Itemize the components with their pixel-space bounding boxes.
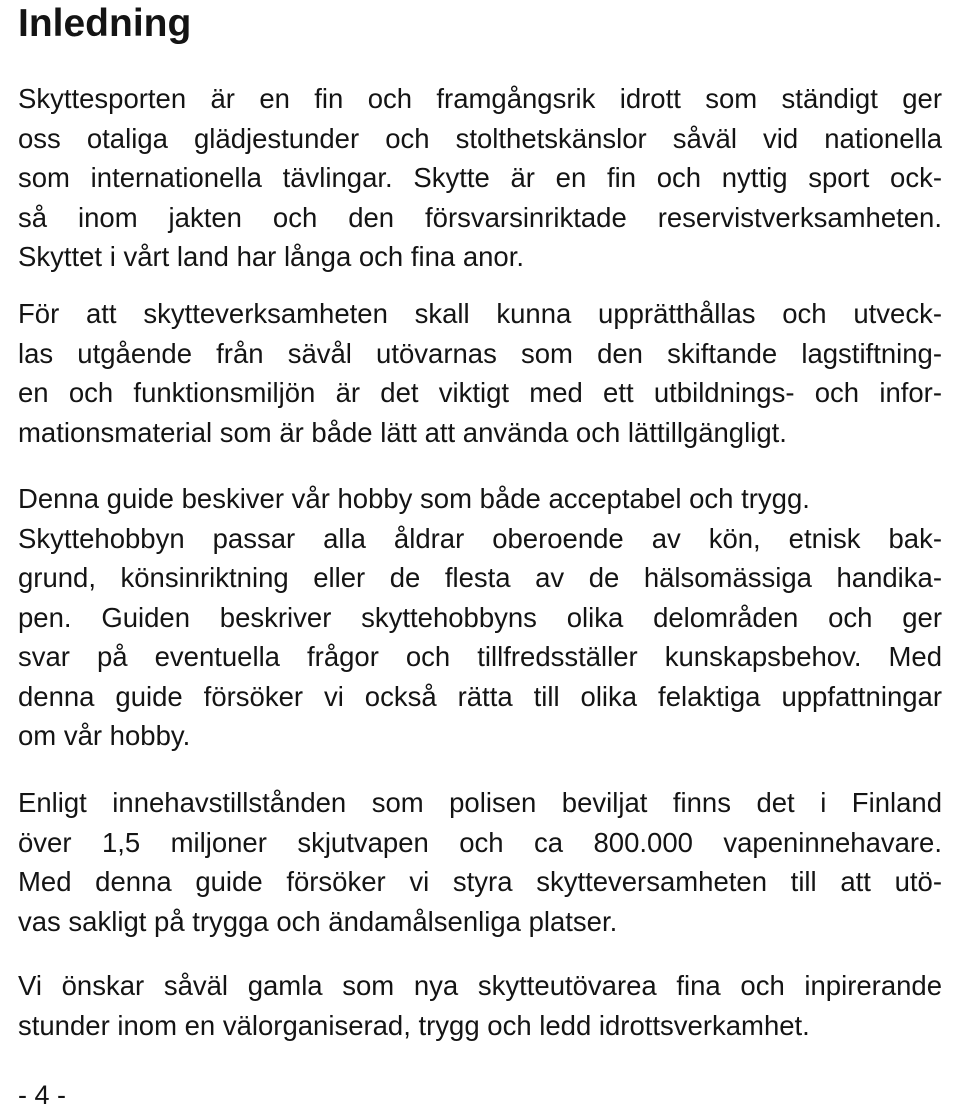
paragraph-line: För att skytteverksamheten skall kunna upprätthållas och utveck- xyxy=(18,298,942,329)
paragraph-line: så inom jakten och den försvarsinriktade reservistverksamheten. xyxy=(18,201,942,233)
paragraph-intro xyxy=(18,79,942,277)
paragraph-line: Vi önskar såväl gamla som nya skytteutövarea fina och inpirerande xyxy=(18,970,942,1001)
paragraph-line: denna guide försöker vi också rätta till olika felaktiga uppfattningar xyxy=(18,680,942,712)
document-page xyxy=(18,0,942,1110)
paragraph-line: vas sakligt på trygga och ändamålsenliga platser. xyxy=(18,905,618,937)
paragraph-line: Skyttehobbyn passar alla åldrar oberoende av kön, etnisk bak- xyxy=(18,522,942,554)
paragraph-line: Skyttesporten är en fin och framgångsrik idrott som ständigt ger xyxy=(18,83,942,114)
paragraph-line: som internationella tävlingar. Skytte är en fin och nyttig sport ock- xyxy=(18,162,942,193)
paragraph-line: Med denna guide försöker vi styra skytteversamheten till att utö- xyxy=(18,866,942,897)
paragraph-line: stunder inom en välorganiserad, trygg och ledd idrottsverkamhet. xyxy=(18,1009,810,1041)
paragraph-line: svar på eventuella frågor och tillfredsställer kunskapsbehov. Med xyxy=(18,641,942,672)
paragraph-line: om vår hobby. xyxy=(18,720,191,751)
page-number: - 4 - xyxy=(18,1080,67,1110)
paragraph-line: mationsmaterial som är både lätt att använda och lättillgängligt. xyxy=(18,416,787,448)
paragraph-guide-description xyxy=(18,479,942,756)
paragraph-line: Enligt innehavstillstånden som polisen beviljat finns det i Finland xyxy=(18,787,942,818)
paragraph-closing-wish xyxy=(18,966,942,1045)
paragraph-line: pen. Guiden beskriver skyttehobbyns olika delområden och ger xyxy=(18,601,942,633)
paragraph-line: las utgående från sävål utövarnas som den skiftande lagstiftning- xyxy=(18,337,942,369)
paragraph-line: Skyttet i vårt land har långa och fina anor. xyxy=(18,241,524,272)
paragraph-training-material xyxy=(18,294,942,452)
paragraph-line: Denna guide beskiver vår hobby som både acceptabel och trygg. xyxy=(18,483,810,514)
paragraph-line: grund, könsinriktning eller de flesta av de hälsomässiga handika- xyxy=(18,562,942,593)
paragraph-line: över 1,5 miljoner skjutvapen och ca 800.000 vapeninnehavare. xyxy=(18,826,942,858)
paragraph-statistics xyxy=(18,783,942,941)
page-title: Inledning xyxy=(18,2,192,45)
paragraph-line: oss otaliga glädjestunder och stolthetskänslor såväl vid nationella xyxy=(18,122,942,154)
paragraph-line: en och funktionsmiljön är det viktigt med ett utbildnings- och infor- xyxy=(18,377,942,408)
